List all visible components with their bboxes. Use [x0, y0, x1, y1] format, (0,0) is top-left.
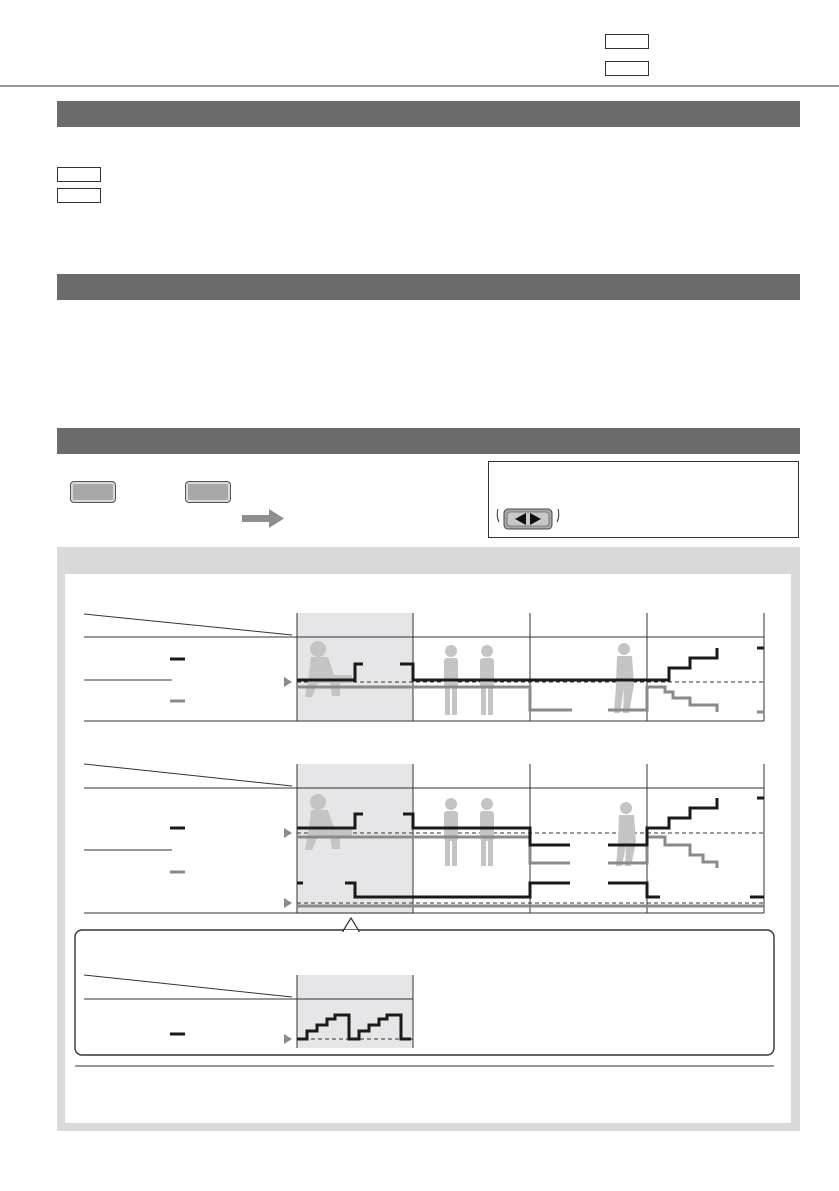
callout-box: [75, 930, 774, 1055]
highlight-column-3: [297, 975, 413, 1048]
chart-2: [84, 764, 764, 931]
triangle-right-icon: [284, 898, 292, 908]
triangle-right-icon: [284, 677, 292, 687]
triangle-right-icon: [284, 828, 292, 838]
triangle-right-icon: [284, 1034, 292, 1044]
walking-person-icon: [616, 802, 636, 866]
walking-person-icon: [614, 643, 634, 713]
chart-1: [84, 613, 764, 721]
callout-pointer: [343, 918, 359, 931]
two-people-talking-icon: [444, 798, 494, 866]
